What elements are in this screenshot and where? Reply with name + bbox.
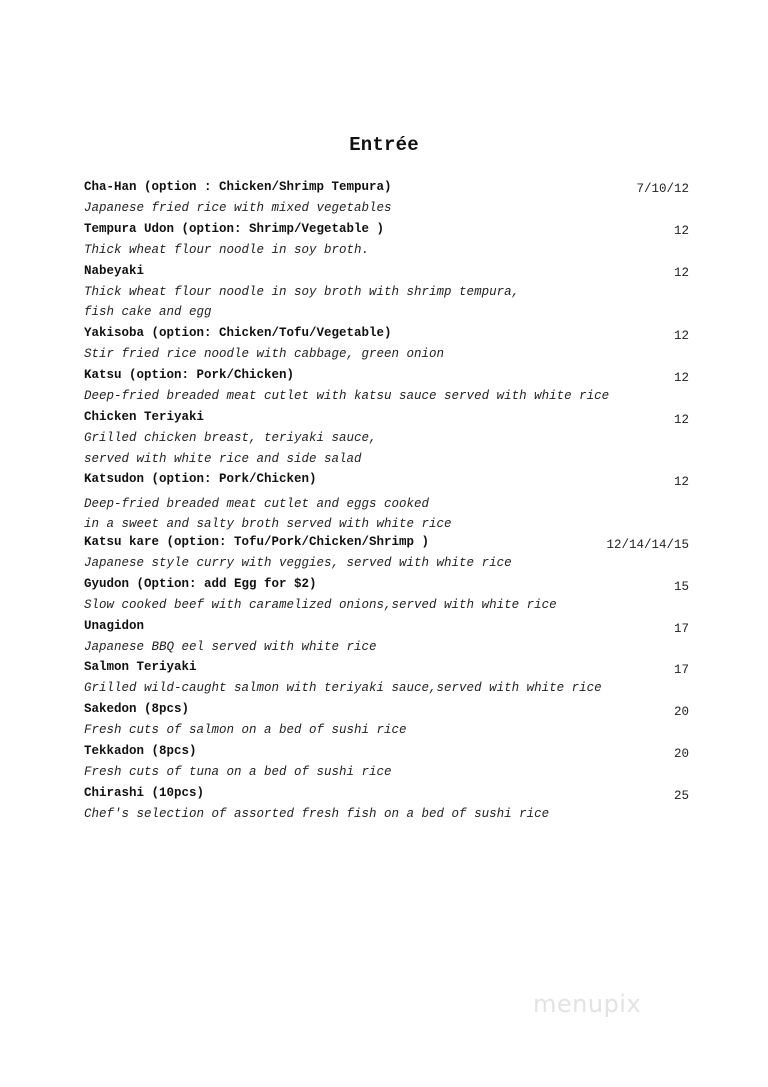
item-description: Stir fried rice noodle with cabbage, green onion <box>84 347 445 361</box>
item-price: 12 <box>673 371 689 385</box>
item-name: Tempura Udon (option: Shrimp/Vegetable ) <box>84 222 385 236</box>
watermark-logo: menupix <box>533 990 642 1018</box>
item-price: 12 <box>673 329 689 343</box>
item-name: Yakisoba (option: Chicken/Tofu/Vegetable) <box>84 326 392 340</box>
item-description: fish cake and egg <box>84 305 212 319</box>
item-name: Sakedon (8pcs) <box>84 702 190 716</box>
item-price: 20 <box>673 747 689 761</box>
item-price: 12 <box>673 413 689 427</box>
item-description: Deep-fried breaded meat cutlet with katsu sauce served with white rice <box>84 389 610 403</box>
item-description: Deep-fried breaded meat cutlet and eggs cooked <box>84 497 430 511</box>
item-description: Japanese fried rice with mixed vegetables <box>84 201 392 215</box>
item-description: in a sweet and salty broth served with white rice <box>84 517 452 531</box>
item-description: served with white rice and side salad <box>84 452 362 466</box>
item-description: Grilled wild-caught salmon with teriyaki sauce,served with white rice <box>84 681 602 695</box>
item-price: 7/10/12 <box>636 182 689 196</box>
item-description: Slow cooked beef with caramelized onions,served with white rice <box>84 598 557 612</box>
item-price: 12 <box>673 266 689 280</box>
item-description: Thick wheat flour noodle in soy broth with shrimp tempura, <box>84 285 520 299</box>
item-name: Katsudon (option: Pork/Chicken) <box>84 472 317 486</box>
menu-section-title: Entrée <box>349 134 419 156</box>
item-name: Tekkadon (8pcs) <box>84 744 197 758</box>
item-price: 12 <box>673 224 689 238</box>
item-description: Fresh cuts of tuna on a bed of sushi rice <box>84 765 392 779</box>
item-name: Unagidon <box>84 619 145 633</box>
item-price: 17 <box>673 622 689 636</box>
item-name: Katsu (option: Pork/Chicken) <box>84 368 295 382</box>
item-name: Salmon Teriyaki <box>84 660 197 674</box>
item-name: Gyudon (Option: add Egg for $2) <box>84 577 317 591</box>
item-price: 15 <box>673 580 689 594</box>
item-description: Chef's selection of assorted fresh fish on a bed of sushi rice <box>84 807 550 821</box>
item-description: Grilled chicken breast, teriyaki sauce, <box>84 431 377 445</box>
item-price: 12 <box>673 475 689 489</box>
item-description: Japanese BBQ eel served with white rice <box>84 640 377 654</box>
item-name: Chicken Teriyaki <box>84 410 205 424</box>
item-name: Cha-Han (option : Chicken/Shrimp Tempura) <box>84 180 392 194</box>
item-name: Chirashi (10pcs) <box>84 786 205 800</box>
item-name: Katsu kare (option: Tofu/Pork/Chicken/Shrimp ) <box>84 535 430 549</box>
item-price: 25 <box>673 789 689 803</box>
item-price: 20 <box>673 705 689 719</box>
item-description: Japanese style curry with veggies, served with white rice <box>84 556 512 570</box>
item-description: Thick wheat flour noodle in soy broth. <box>84 243 370 257</box>
item-price: 17 <box>673 663 689 677</box>
item-name: Nabeyaki <box>84 264 145 278</box>
item-price: 12/14/14/15 <box>606 538 689 552</box>
item-description: Fresh cuts of salmon on a bed of sushi rice <box>84 723 407 737</box>
